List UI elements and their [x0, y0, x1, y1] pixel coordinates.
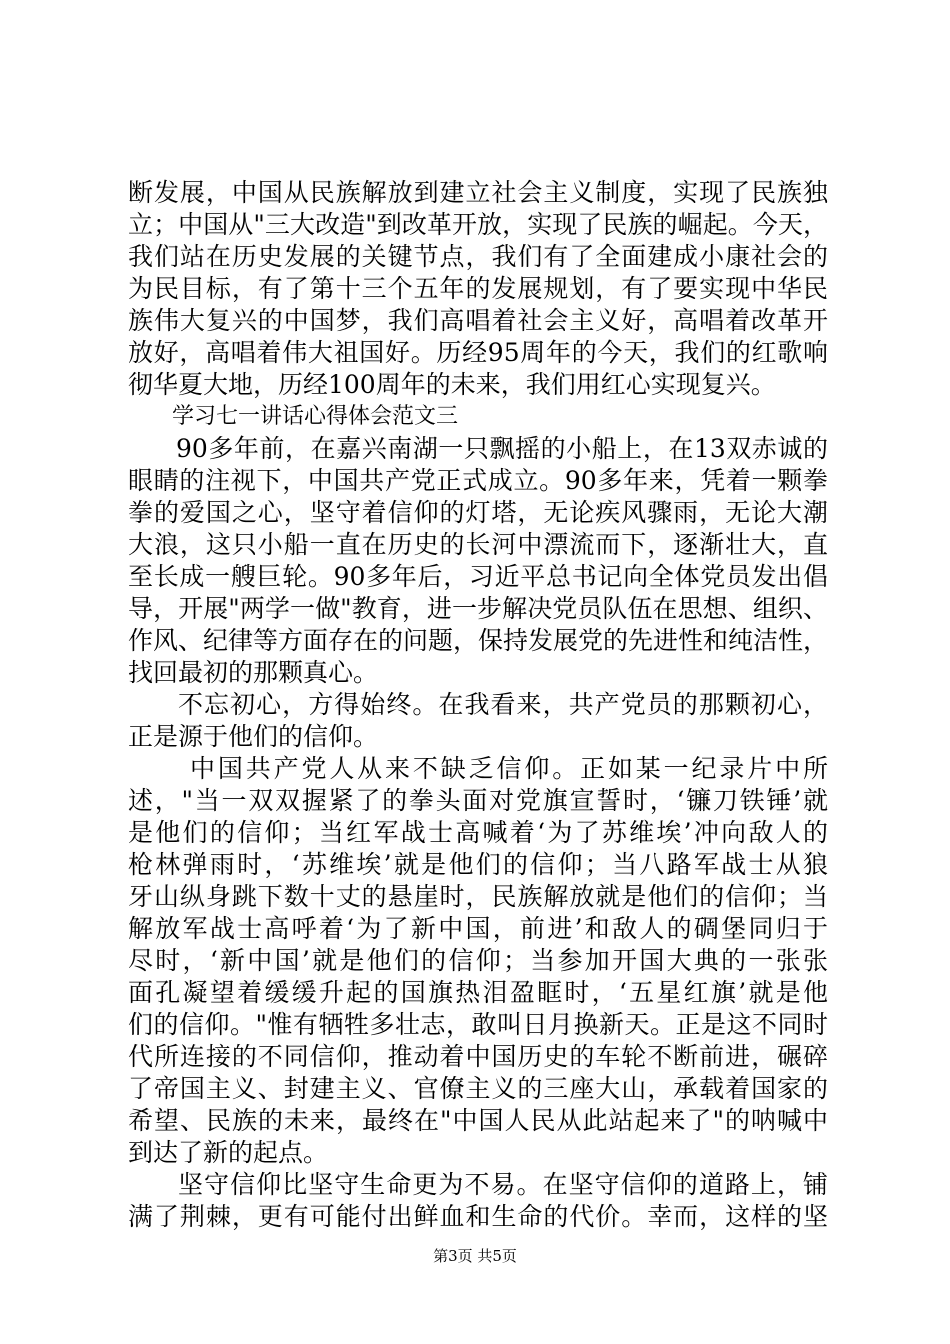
text-line: 是他们的信仰；当红军战士高喊着‘为了苏维埃’冲向敌人的	[128, 818, 828, 847]
text-line: 作风、纪律等方面存在的问题，保持发展党的先进性和纯洁性，	[128, 626, 829, 655]
text-line: 枪林弹雨时，‘苏维埃’就是他们的信仰；当八路军战士从狼	[128, 850, 828, 879]
text-line: 了帝国主义、封建主义、官僚主义的三座大山，承载着国家的	[128, 1074, 828, 1103]
text-line: 90多年前，在嘉兴南湖一只飘摇的小船上，在13双赤诚的	[176, 434, 828, 463]
text-line: 中国共产党人从来不缺乏信仰。正如某一纪录片中所	[190, 754, 828, 783]
text-line: 尽时，‘新中国’就是他们的信仰；当参加开国大典的一张张	[128, 946, 828, 975]
text-line: 正是源于他们的信仰。	[128, 722, 379, 751]
text-line: 放好，高唱着伟大祖国好。历经95周年的今天，我们的红歌响	[128, 338, 828, 367]
text-line: 们的信仰。"惟有牺牲多壮志，敢叫日月换新天。正是这不同时	[128, 1010, 828, 1039]
text-line: 彻华夏大地，历经100周年的未来，我们用红心实现复兴。	[128, 370, 776, 399]
text-line: 代所连接的不同信仰，推动着中国历史的车轮不断前进，碾碎	[128, 1042, 828, 1071]
text-line: 眼睛的注视下，中国共产党正式成立。90多年来，凭着一颗拳	[128, 466, 828, 495]
text-line: 为民目标，有了第十三个五年的发展规划，有了要实现中华民	[128, 274, 828, 303]
text-line: 不忘初心，方得始终。在我看来，共产党员的那颗初心，	[178, 690, 828, 719]
page-number-footer: 第3页 共5页	[433, 1247, 517, 1265]
text-line: 述，"当一双双握紧了的拳头面对党旗宣誓时，‘镰刀铁锤’就	[128, 786, 828, 815]
text-line: 至长成一艘巨轮。90多年后，习近平总书记向全体党员发出倡	[128, 562, 828, 591]
text-line: 立；中国从"三大改造"到改革开放，实现了民族的崛起。今天，	[128, 210, 828, 239]
text-line: 解放军战士高呼着‘为了新中国，前进’和敌人的碉堡同归于	[128, 914, 828, 943]
text-line: 断发展，中国从民族解放到建立社会主义制度，实现了民族独	[128, 178, 828, 207]
text-line: 大浪，这只小船一直在历史的长河中漂流而下，逐渐壮大，直	[128, 530, 828, 559]
text-line: 我们站在历史发展的关键节点，我们有了全面建成小康社会的	[128, 242, 828, 271]
text-line: 面孔凝望着缓缓升起的国旗热泪盈眶时，‘五星红旗’就是他	[128, 978, 828, 1007]
text-line: 找回最初的那颗真心。	[128, 658, 379, 687]
text-line: 坚守信仰比坚守生命更为不易。在坚守信仰的道路上，铺	[178, 1170, 828, 1199]
text-line: 希望、民族的未来，最终在"中国人民从此站起来了"的呐喊中	[128, 1106, 828, 1135]
text-line: 导，开展"两学一做"教育，进一步解决党员队伍在思想、组织、	[128, 594, 828, 623]
text-line: 满了荆棘，更有可能付出鲜血和生命的代价。幸而，这样的坚	[128, 1202, 828, 1231]
section-heading: 学习七一讲话心得体会范文三	[172, 404, 459, 429]
text-line: 牙山纵身跳下数十丈的悬崖时，民族解放就是他们的信仰；当	[128, 882, 828, 911]
text-line: 拳的爱国之心，坚守着信仰的灯塔，无论疾风骤雨，无论大潮	[128, 498, 828, 527]
text-line: 族伟大复兴的中国梦，我们高唱着社会主义好，高唱着改革开	[128, 306, 828, 335]
text-line: 到达了新的起点。	[128, 1138, 329, 1167]
